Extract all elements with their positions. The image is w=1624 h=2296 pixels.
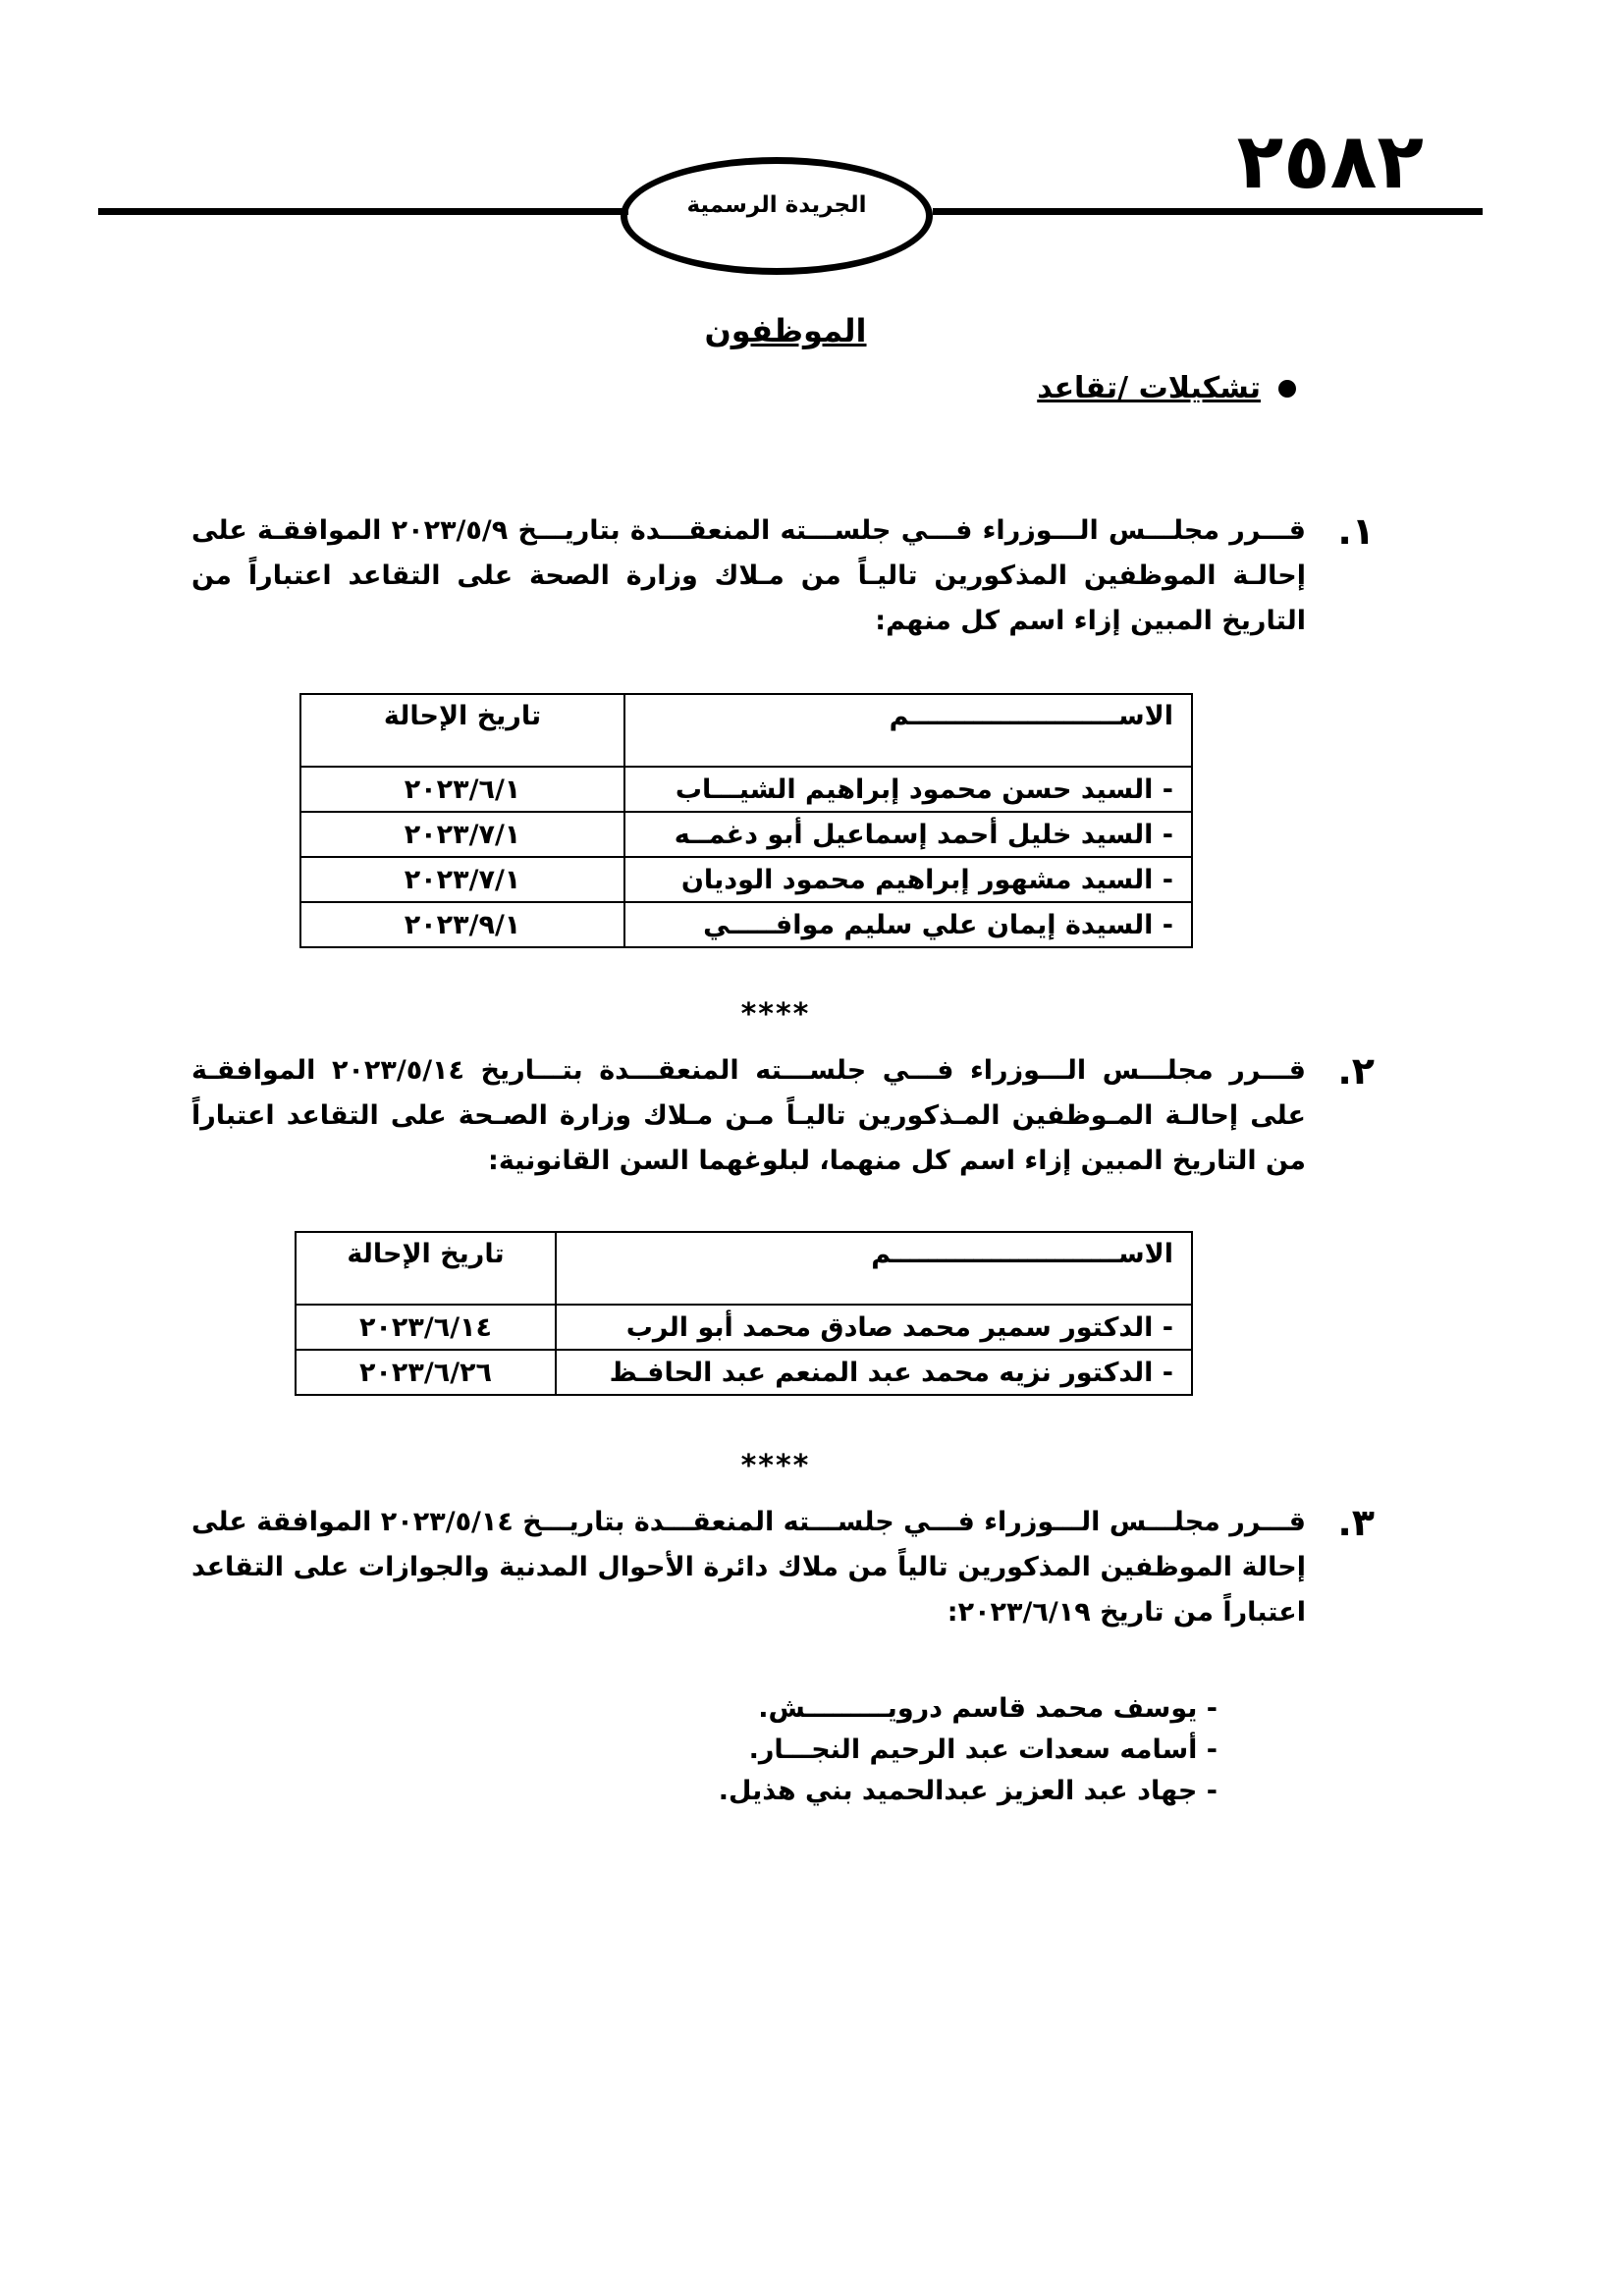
employee-name: - الدكتور نزيه محمد عبد المنعم عبد الحافـظ — [556, 1350, 1192, 1395]
column-header-name: الاســـــــــــــــــــــــــم — [556, 1232, 1192, 1305]
separator-stars: **** — [740, 997, 811, 1032]
decision-1 — [191, 508, 1375, 644]
decision-number: ١. — [1337, 509, 1375, 553]
retirement-date: ٢٠٢٣/٧/١ — [300, 857, 624, 902]
employee-name: - السيد خليل أحمد إسماعيل أبو دغمــه — [624, 812, 1192, 857]
list-item: - جهاد عبد العزيز عبدالحميد بني هذيل. — [718, 1776, 1218, 1806]
list-item: - أسامه سعدات عبد الرحيم النجـــار. — [748, 1735, 1218, 1765]
table-row — [300, 767, 1192, 812]
retirement-date: ٢٠٢٣/٩/١ — [300, 902, 624, 947]
table-header-row — [300, 694, 1192, 767]
decision-number: ٣. — [1337, 1501, 1375, 1544]
header-rule-left — [98, 208, 628, 215]
employee-name: - السيدة إيمان علي سليم موافـــــي — [624, 902, 1192, 947]
decision-text: قـــرر مجلـــس الـــوزراء فـــي جلســـته المنعقـــدة بتـــاريخ ٢٠٢٣/٥/١٤ الموافقـة على إحالـة المـوظفين المـذكورين تاليـاً مـن مـلاك وزارة الصـحة على التقاعد اعتباراً من التاريخ المبين إزاء اسم كل منهما، لبلوغهما السن القانونية: — [191, 1055, 1306, 1176]
employee-name: - السيد مشهور إبراهيم محمود الوديان — [624, 857, 1192, 902]
column-header-date: تاريخ الإحالة — [296, 1232, 556, 1305]
retirement-date: ٢٠٢٣/٦/١٤ — [296, 1305, 556, 1350]
gazette-title: الجريدة الرسمية — [686, 192, 867, 218]
subsection-heading — [884, 371, 1296, 405]
retirement-table-2 — [295, 1231, 1193, 1396]
decision-number: ٢. — [1337, 1049, 1375, 1093]
column-header-date: تاريخ الإحالة — [300, 694, 624, 767]
decision-3 — [191, 1500, 1375, 1635]
retirement-date: ٢٠٢٣/٦/١ — [300, 767, 624, 812]
page-number: ٢٥٨٢ — [1236, 118, 1424, 206]
retirement-table-1 — [299, 693, 1193, 948]
decision-text: قـــرر مجلـــس الـــوزراء فـــي جلســـته المنعقـــدة بتاريـــخ ٢٠٢٣/٥/٩ الموافقـة على إحالـة الموظفين المذكورين تاليـاً من مـلاك وزارة الصحة على التقاعد اعتباراً من التاريخ المبين إزاء اسم كل منهم: — [191, 515, 1306, 636]
table-header-row — [296, 1232, 1192, 1305]
employee-name: - الدكتور سمير محمد صادق محمد أبو الرب — [556, 1305, 1192, 1350]
table-row — [300, 812, 1192, 857]
gazette-title-oval — [621, 157, 933, 275]
table-row — [300, 902, 1192, 947]
employee-name: - السيد حسن محمود إبراهيم الشيـــاب — [624, 767, 1192, 812]
decision-text: قـــرر مجلـــس الـــوزراء فـــي جلســـته المنعقـــدة بتاريـــخ ٢٠٢٣/٥/١٤ الموافقة على إحالة الموظفين المذكورين تالياً من ملاك دائرة الأحوال المدنية والجوازات على التقاعد اعتباراً من تاريخ ٢٠٢٣/٦/١٩: — [191, 1507, 1306, 1628]
subsection-title: تشكيلات /تقاعد — [1037, 371, 1261, 405]
table-row — [300, 857, 1192, 902]
retirement-date: ٢٠٢٣/٧/١ — [300, 812, 624, 857]
list-item: - يوسف محمد قاسم درويـــــــــش. — [758, 1693, 1218, 1724]
table-row — [296, 1350, 1192, 1395]
decision-2 — [191, 1048, 1375, 1184]
header-rule-right — [933, 208, 1483, 215]
separator-stars: **** — [740, 1449, 811, 1483]
column-header-name: الاســـــــــــــــــــــــم — [624, 694, 1192, 767]
section-title: الموظفون — [704, 312, 867, 349]
table-row — [296, 1305, 1192, 1350]
retiree-name-list — [687, 1688, 1218, 1812]
retirement-date: ٢٠٢٣/٦/٢٦ — [296, 1350, 556, 1395]
bullet-icon — [1278, 380, 1296, 398]
